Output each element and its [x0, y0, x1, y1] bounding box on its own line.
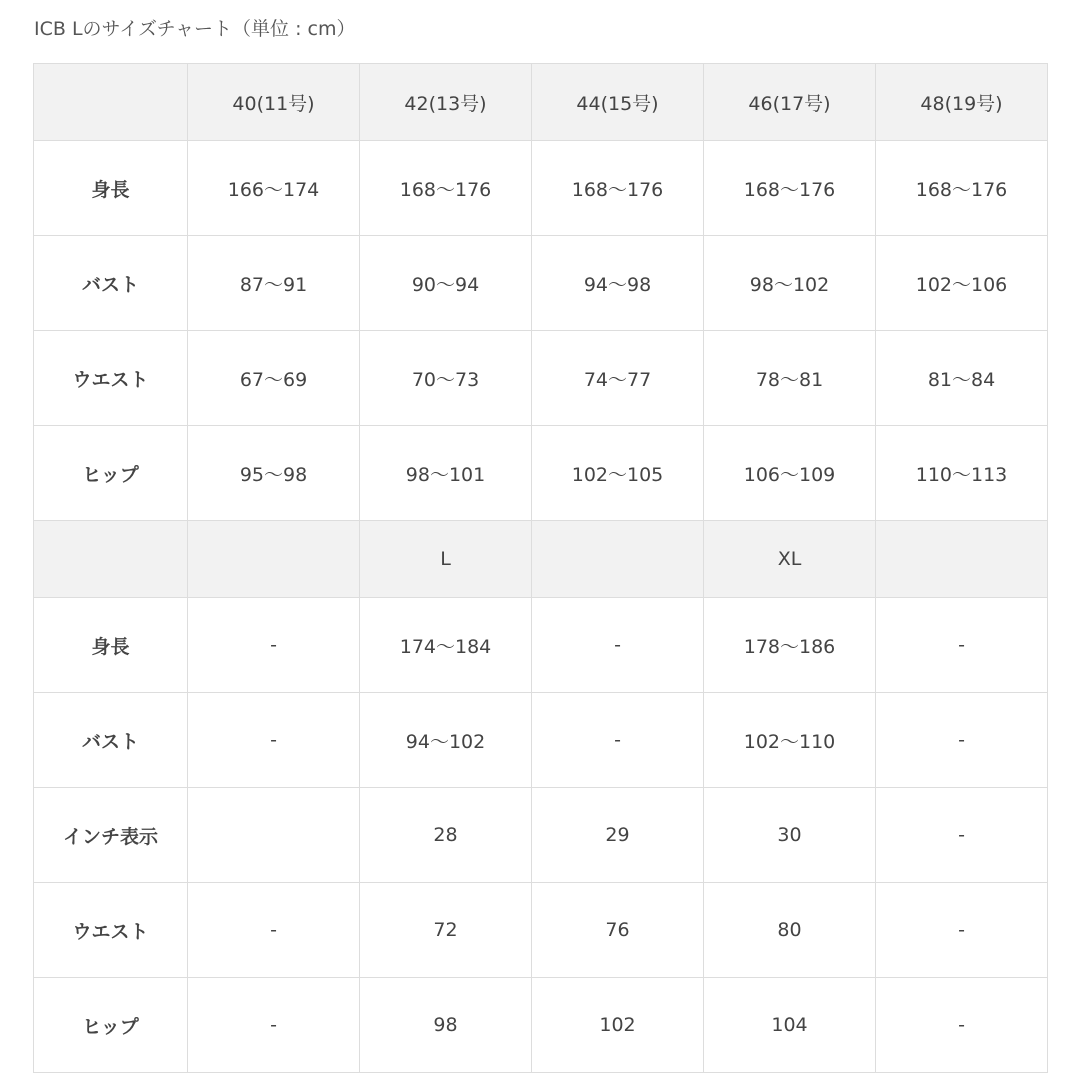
table-cell: - — [532, 598, 704, 693]
header-cell-empty — [532, 521, 704, 598]
header-cell-empty — [34, 64, 188, 141]
header-cell-size: 46(17号) — [704, 64, 876, 141]
header-cell-size: XL — [704, 521, 876, 598]
table-cell: 102〜106 — [876, 236, 1048, 331]
table-cell: 67〜69 — [188, 331, 360, 426]
table-cell: 90〜94 — [360, 236, 532, 331]
table-cell: 98〜101 — [360, 426, 532, 521]
table-cell: 168〜176 — [532, 141, 704, 236]
table-cell: 104 — [704, 978, 876, 1073]
table-cell: 78〜81 — [704, 331, 876, 426]
row-label: ヒップ — [34, 426, 188, 521]
row-label: バスト — [34, 236, 188, 331]
table-row — [34, 693, 1048, 788]
table-cell: - — [876, 598, 1048, 693]
table-row — [34, 236, 1048, 331]
header-cell-empty — [876, 521, 1048, 598]
table-cell: 94〜102 — [360, 693, 532, 788]
table-cell: - — [876, 883, 1048, 978]
table-cell: - — [188, 598, 360, 693]
table-cell: 72 — [360, 883, 532, 978]
table-row — [34, 141, 1048, 236]
table-cell: 102〜110 — [704, 693, 876, 788]
row-label: ウエスト — [34, 331, 188, 426]
table-cell: 80 — [704, 883, 876, 978]
table-cell: 166〜174 — [188, 141, 360, 236]
table-cell: 110〜113 — [876, 426, 1048, 521]
table-cell: - — [876, 788, 1048, 883]
header-cell-empty — [34, 521, 188, 598]
table-row — [34, 788, 1048, 883]
header-cell-size: 40(11号) — [188, 64, 360, 141]
row-label: ウエスト — [34, 883, 188, 978]
row-label: ヒップ — [34, 978, 188, 1073]
table-cell: 168〜176 — [360, 141, 532, 236]
table-cell: 98〜102 — [704, 236, 876, 331]
table-cell: 178〜186 — [704, 598, 876, 693]
table-row — [34, 331, 1048, 426]
table-cell: 106〜109 — [704, 426, 876, 521]
table-cell: 81〜84 — [876, 331, 1048, 426]
table-cell: 74〜77 — [532, 331, 704, 426]
header-cell-size: 44(15号) — [532, 64, 704, 141]
row-label: 身長 — [34, 141, 188, 236]
table-row — [34, 978, 1048, 1073]
table-cell: - — [876, 978, 1048, 1073]
size-chart-table — [33, 63, 1048, 1073]
row-label: 身長 — [34, 598, 188, 693]
table-cell: 98 — [360, 978, 532, 1073]
table-row — [34, 883, 1048, 978]
table-cell: 168〜176 — [704, 141, 876, 236]
table-cell: 30 — [704, 788, 876, 883]
table-cell: - — [532, 693, 704, 788]
header-cell-size: 48(19号) — [876, 64, 1048, 141]
row-label: インチ表示 — [34, 788, 188, 883]
table-cell: - — [876, 693, 1048, 788]
header-cell-size: 42(13号) — [360, 64, 532, 141]
header-row-letter-sizes — [34, 521, 1048, 598]
table-row — [34, 598, 1048, 693]
table-cell: 94〜98 — [532, 236, 704, 331]
chart-caption: ICB Lのサイズチャート（単位 : cm） — [34, 18, 356, 40]
header-row-sizes — [34, 64, 1048, 141]
table-cell: - — [188, 693, 360, 788]
table-cell: 87〜91 — [188, 236, 360, 331]
header-cell-empty — [188, 521, 360, 598]
header-cell-size: L — [360, 521, 532, 598]
table-cell: 95〜98 — [188, 426, 360, 521]
table-cell: - — [188, 978, 360, 1073]
table-cell: 70〜73 — [360, 331, 532, 426]
row-label: バスト — [34, 693, 188, 788]
table-cell: 29 — [532, 788, 704, 883]
table-cell: 102〜105 — [532, 426, 704, 521]
table-cell: 28 — [360, 788, 532, 883]
table-cell: 174〜184 — [360, 598, 532, 693]
table-cell: 168〜176 — [876, 141, 1048, 236]
table-row — [34, 426, 1048, 521]
table-cell: - — [188, 883, 360, 978]
table-cell: 102 — [532, 978, 704, 1073]
table-cell — [188, 788, 360, 883]
table-cell: 76 — [532, 883, 704, 978]
